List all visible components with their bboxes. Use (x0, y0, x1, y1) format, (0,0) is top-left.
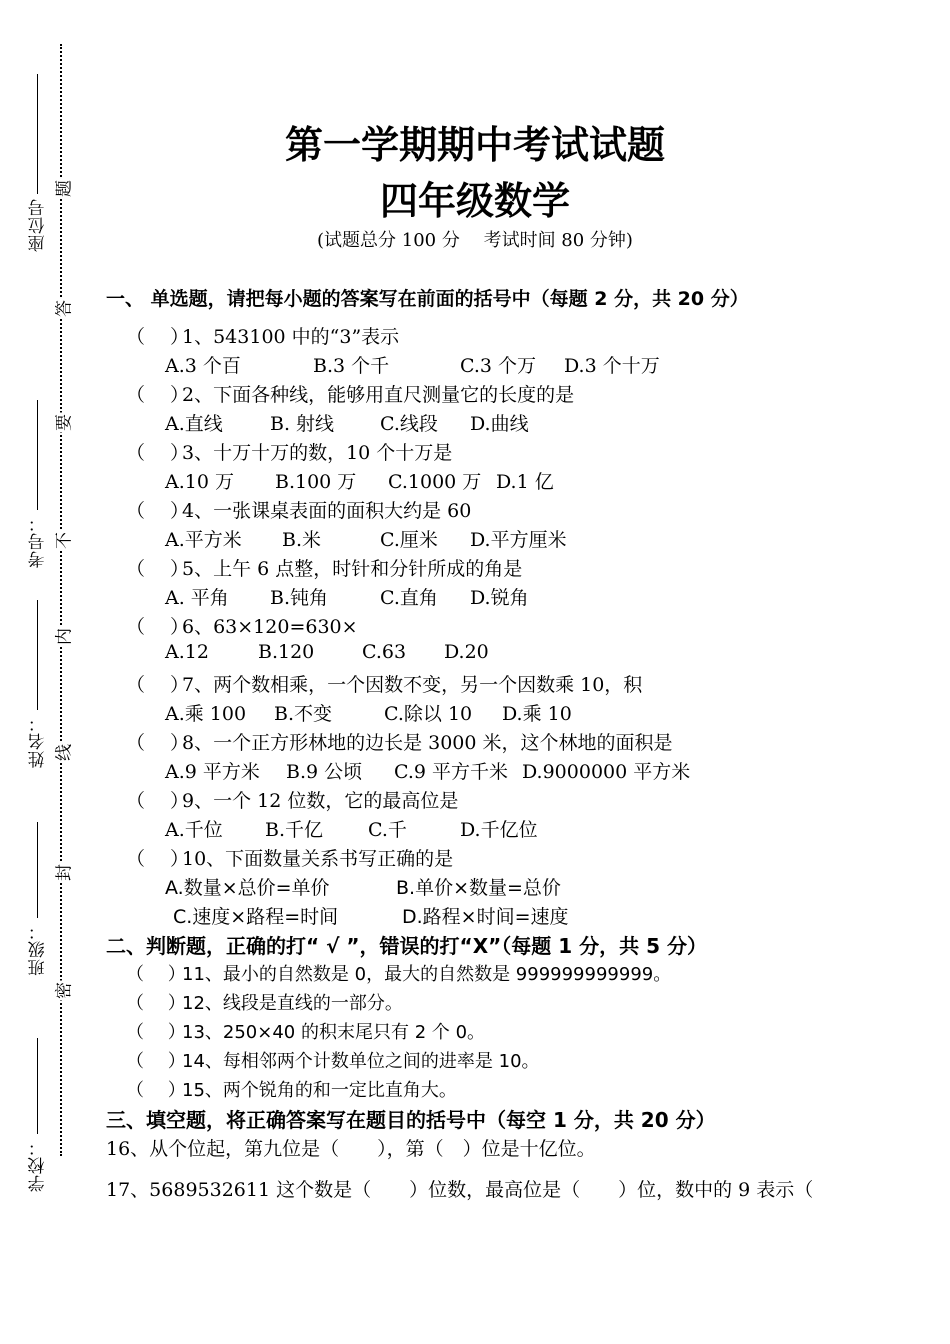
option: A.10 万 (165, 471, 234, 493)
option: A.平方米 (165, 529, 242, 551)
option: A.数量×总价=单价 (165, 877, 330, 899)
seal-char: 线 (50, 743, 75, 763)
seal-char: 答 (50, 299, 75, 319)
option: B.100 万 (275, 471, 357, 493)
question-text: 3、十万十万的数，10 个十万是 (182, 442, 453, 464)
question-text: 2、下面各种线，能够用直尺测量它的长度的是 (182, 384, 575, 406)
school-label: 学校： (28, 1138, 49, 1192)
class-label: 班级： (28, 922, 49, 976)
question-text: 10、下面数量关系书写正确的是 (182, 848, 454, 870)
question-7 (126, 670, 642, 697)
option: C.9 平方千米 (394, 761, 509, 783)
question-text: 9、一个 12 位数，它的最高位是 (182, 790, 459, 812)
option: A.9 平方米 (165, 761, 260, 783)
option: C.线段 (380, 413, 438, 435)
answer-bracket[interactable]: （ ） (126, 1051, 186, 1072)
option: D.乘 10 (502, 703, 572, 725)
judge-item (126, 960, 671, 986)
seal-char: 不 (50, 531, 75, 551)
option: D.9000000 平方米 (522, 761, 691, 783)
answer-bracket[interactable]: （ ） (126, 442, 190, 464)
question-8 (126, 728, 673, 755)
option: D.锐角 (470, 587, 529, 609)
option: B.不变 (274, 703, 333, 725)
answer-bracket[interactable]: （ ） (126, 674, 190, 696)
option: D.20 (444, 641, 489, 663)
answer-bracket[interactable]: （ ） (126, 384, 190, 406)
exam-number-label: 考号： (28, 514, 49, 568)
seal-char: 封 (50, 863, 75, 883)
option: A.千位 (165, 819, 223, 841)
question-text: 7、两个数相乘，一个因数不变，另一个因数乘 10，积 (182, 674, 643, 696)
school-field[interactable] (26, 1038, 50, 1192)
question-text: 4、一张课桌表面的面积大约是 60 (182, 500, 472, 522)
exam-subject: 四年级数学 (379, 179, 570, 223)
question-text: 5、上午 6 点整，时针和分针所成的角是 (182, 558, 523, 580)
option: C.3 个万 (460, 355, 537, 377)
question-1 (126, 322, 399, 349)
option: C.63 (362, 641, 407, 663)
exam-number-field[interactable] (26, 400, 50, 568)
section3-heading: 三、填空题，将正确答案写在题目的括号中（每空 1 分，共 20 分） (106, 1108, 716, 1132)
option: D.曲线 (470, 413, 529, 435)
judge-item (126, 1047, 540, 1073)
judge-text: 15、两个锐角的和一定比直角大。 (182, 1080, 457, 1101)
question-6 (126, 612, 358, 639)
option: A.乘 100 (165, 703, 247, 725)
question-text: 1、543100 中的“3”表示 (182, 326, 400, 348)
option: B.9 公顷 (286, 761, 363, 783)
exam-info: (试题总分 100 分 考试时间 80 分钟) (317, 230, 633, 251)
section1-heading: 一、 单选题，请把每小题的答案写在前面的括号中（每题 2 分，共 20 分） (106, 288, 749, 310)
question-text: 6、63×120=630× (182, 616, 358, 638)
option: D.3 个十万 (564, 355, 660, 377)
option: C.直角 (380, 587, 438, 609)
name-field[interactable] (26, 600, 50, 768)
option: A.12 (165, 641, 209, 663)
answer-bracket[interactable]: （ ） (126, 848, 190, 870)
seat-number-label: 座位号 (28, 198, 49, 252)
option: A.3 个百 (165, 355, 241, 377)
fill-item-16[interactable]: 16、从个位起，第九位是（ ），第（ ）位是十亿位。 (106, 1138, 596, 1160)
option: D.1 亿 (496, 471, 554, 493)
option: A. 平角 (165, 587, 229, 609)
judge-text: 12、线段是直线的一部分。 (182, 993, 403, 1014)
question-3 (126, 438, 452, 465)
option: C.厘米 (380, 529, 438, 551)
option: B.千亿 (265, 819, 324, 841)
option: C.除以 10 (384, 703, 473, 725)
seal-char: 密 (50, 981, 75, 1001)
answer-bracket[interactable]: （ ） (126, 616, 190, 638)
option: B.单价×数量=总价 (396, 877, 561, 899)
option: D.千亿位 (460, 819, 538, 841)
option: B.钝角 (270, 587, 329, 609)
judge-item (126, 1076, 457, 1102)
option: B.120 (258, 641, 315, 663)
seal-char: 要 (50, 413, 75, 433)
judge-text: 13、250×40 的积末尾只有 2 个 0。 (182, 1022, 486, 1043)
section2-heading: 二、判断题，正确的打“ √ ”，错误的打“X”（每题 1 分，共 5 分） (106, 934, 707, 958)
answer-bracket[interactable]: （ ） (126, 964, 186, 985)
option: A.直线 (165, 413, 223, 435)
answer-bracket[interactable]: （ ） (126, 732, 190, 754)
class-field[interactable] (26, 822, 50, 976)
answer-bracket[interactable]: （ ） (126, 1080, 186, 1101)
question-text: 8、一个正方形林地的边长是 3000 米，这个林地的面积是 (182, 732, 673, 754)
answer-bracket[interactable]: （ ） (126, 326, 190, 348)
question-5 (126, 554, 522, 581)
judge-text: 14、每相邻两个计数单位之间的进率是 10。 (182, 1051, 540, 1072)
judge-item (126, 1018, 485, 1044)
answer-bracket[interactable]: （ ） (126, 790, 190, 812)
question-2 (126, 380, 574, 407)
judge-text: 11、最小的自然数是 0，最大的自然数是 999999999999。 (182, 964, 672, 985)
option: C.速度×路程=时间 (173, 906, 339, 928)
option: C.千 (368, 819, 407, 841)
judge-item (126, 989, 403, 1015)
answer-bracket[interactable]: （ ） (126, 993, 186, 1014)
option: B. 射线 (270, 413, 335, 435)
exam-title: 第一学期期中考试试题 (284, 123, 665, 167)
question-9 (126, 786, 458, 813)
option: B.3 个千 (313, 355, 390, 377)
answer-bracket[interactable]: （ ） (126, 558, 190, 580)
answer-bracket[interactable]: （ ） (126, 1022, 186, 1043)
question-4 (126, 496, 471, 523)
option: C.1000 万 (388, 471, 482, 493)
answer-bracket[interactable]: （ ） (126, 500, 190, 522)
name-label: 姓名： (28, 714, 49, 768)
question-10 (126, 844, 453, 871)
seal-char: 题 (50, 179, 75, 199)
option: D.平方厘米 (470, 529, 567, 551)
seal-char: 内 (50, 627, 75, 647)
fill-item-17[interactable]: 17、5689532611 这个数是（ ）位数，最高位是（ ）位，数中的 9 表示（ (106, 1179, 814, 1201)
option: D.路程×时间=速度 (402, 906, 569, 928)
option: B.米 (282, 529, 322, 551)
